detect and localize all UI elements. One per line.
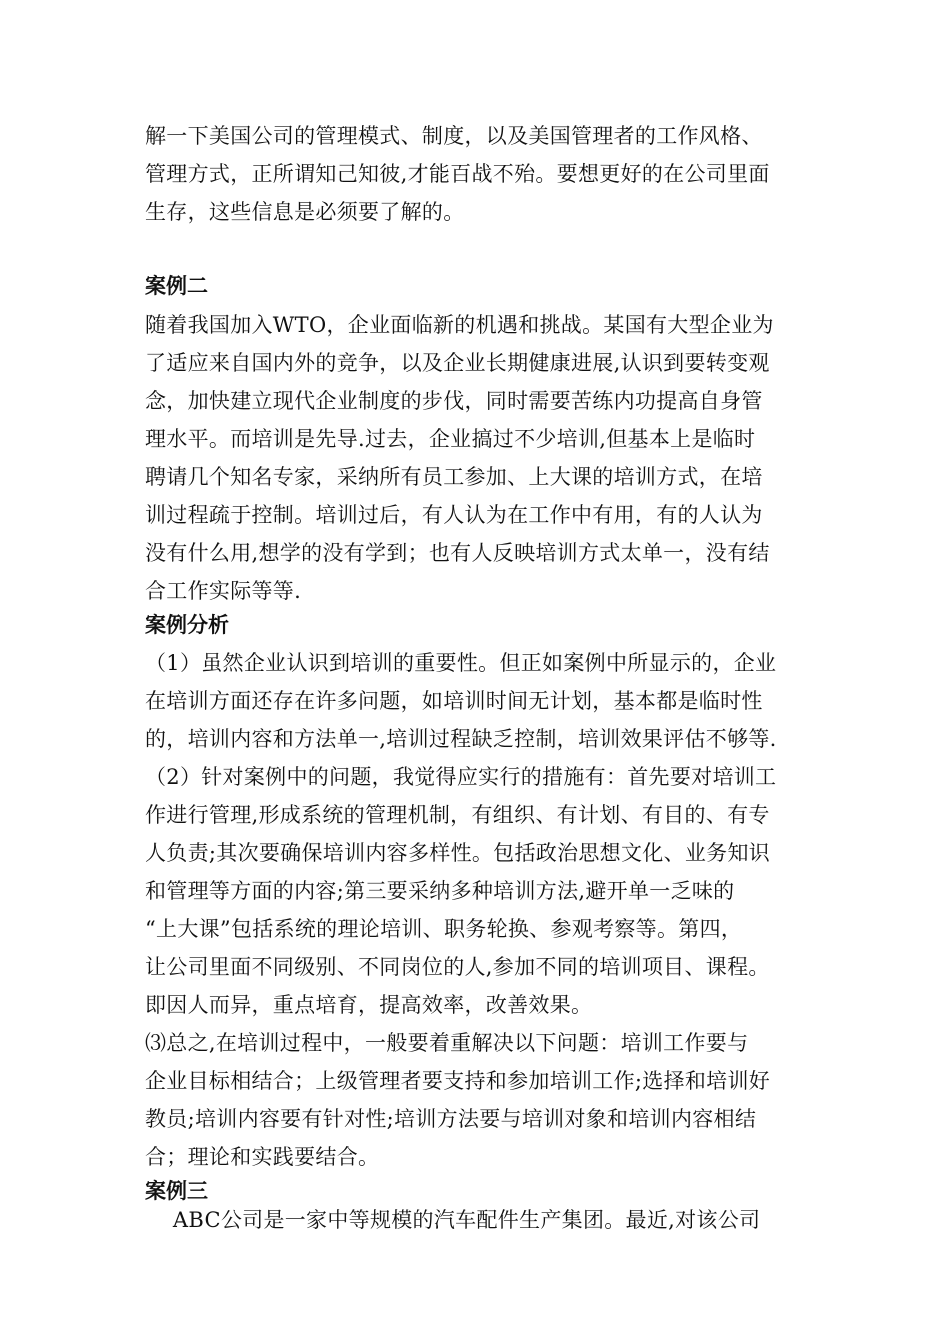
case3-heading: 案例三 <box>145 1179 208 1203</box>
analysis-line: 和管理等方面的内容;第三要采纳多种培训方法,避开单一乏味的 <box>145 879 735 903</box>
case3-line: ABC公司是一家中等规模的汽车配件生产集团。最近,对该公司 <box>145 1208 761 1232</box>
analysis-line: 即因人而异，重点培育，提高效率，改善效果。 <box>145 993 593 1017</box>
case2-line: 合工作实际等等. <box>145 579 302 603</box>
analysis-line: “上大课”包括系统的理论培训、职务轮换、参观考察等。第四， <box>145 917 743 941</box>
analysis-line: 合；理论和实践要结合。 <box>145 1145 380 1169</box>
analysis-line: 让公司里面不同级别、不同岗位的人,参加不同的培训项目、课程。 <box>145 955 770 979</box>
case2-line: 念，加快建立现代企业制度的步伐，同时需要苦练内功提高自身管 <box>145 389 763 413</box>
case2-line: 了适应来自国内外的竞争，以及企业长期健康进展,认识到要转变观 <box>145 351 770 375</box>
case2-line: 随着我国加入WTO，企业面临新的机遇和挑战。某国有大型企业为 <box>145 313 774 337</box>
intro-line: 生存，这些信息是必须要了解的。 <box>145 200 465 224</box>
case2-line: 训过程疏于控制。培训过后，有人认为在工作中有用，有的人认为 <box>145 503 763 527</box>
analysis-line: 人负责;其次要确保培训内容多样性。包括政治思想文化、业务知识 <box>145 841 771 865</box>
analysis-line: ⑶总之,在培训过程中，一般要着重解决以下问题：培训工作要与 <box>145 1031 749 1055</box>
analysis-line: （2）针对案例中的问题，我觉得应实行的措施有：首先要对培训工 <box>145 765 777 789</box>
case2-line: 聘请几个知名专家，采纳所有员工参加、上大课的培训方式，在培 <box>145 465 763 489</box>
analysis-line: （1）虽然企业认识到培训的重要性。但正如案例中所显示的，企业 <box>145 651 777 675</box>
case2-heading: 案例二 <box>145 274 208 298</box>
case2-line: 没有什么用,想学的没有学到；也有人反映培训方式太单一，没有结 <box>145 541 770 565</box>
analysis-line: 企业目标相结合；上级管理者要支持和参加培训工作;选择和培训好 <box>145 1069 771 1093</box>
analysis-line: 在培训方面还存在许多问题，如培训时间无计划，基本都是临时性 <box>145 689 763 713</box>
intro-line: 管理方式，正所谓知己知彼,才能百战不殆。要想更好的在公司里面 <box>145 162 770 186</box>
analysis-line: 的，培训内容和方法单一,培训过程缺乏控制，培训效果评估不够等. <box>145 727 777 751</box>
intro-line: 解一下美国公司的管理模式、制度，以及美国管理者的工作风格、 <box>145 124 763 148</box>
analysis-line: 作进行管理,形成系统的管理机制，有组织、有计划、有目的、有专 <box>145 803 770 827</box>
case2-line: 理水平。而培训是先导.过去，企业搞过不少培训,但基本上是临时 <box>145 427 756 451</box>
analysis-heading: 案例分析 <box>145 613 229 637</box>
analysis-line: 教员;培训内容要有针对性;培训方法要与培训对象和培训内容相结 <box>145 1107 757 1131</box>
